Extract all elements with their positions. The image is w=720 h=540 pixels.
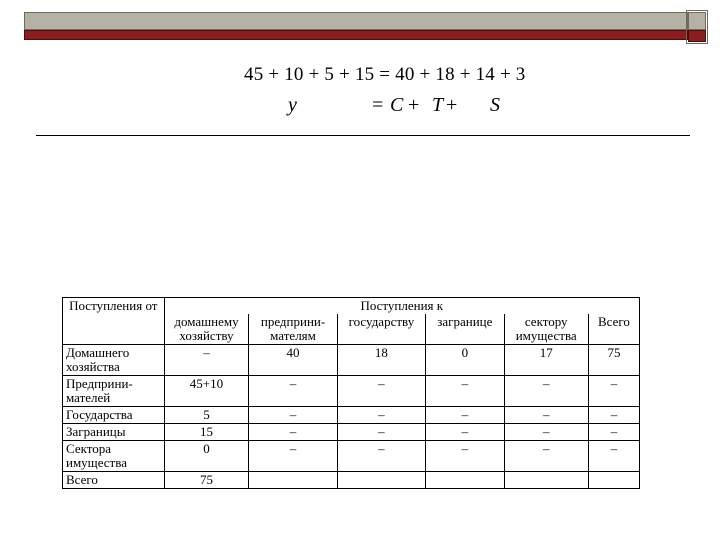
table-cell: – bbox=[426, 441, 504, 472]
corner-square-top bbox=[688, 12, 706, 30]
column-header: государству bbox=[337, 314, 425, 345]
column-header: загранице bbox=[426, 314, 504, 345]
header-bar-bottom bbox=[24, 30, 688, 40]
table-header-row-1 bbox=[63, 298, 640, 315]
table-cell: – bbox=[249, 424, 337, 441]
row-label: Всего bbox=[63, 472, 165, 489]
equation-symbol-c: C bbox=[390, 94, 404, 116]
equation-numeric: 45 + 10 + 5 + 15 = 40 + 18 + 14 + 3 bbox=[244, 64, 526, 85]
table-row bbox=[63, 441, 640, 472]
table-cell: 45+10 bbox=[164, 376, 249, 407]
row-label: Предприни- мателей bbox=[63, 376, 165, 407]
row-label: Домашнего хозяйства bbox=[63, 345, 165, 376]
table-cell: – bbox=[249, 407, 337, 424]
table-cell: – bbox=[588, 407, 639, 424]
column-header: домашнему хозяйству bbox=[164, 314, 249, 345]
corner-square-bottom bbox=[688, 30, 706, 42]
equation-symbol-equals: = bbox=[372, 94, 384, 116]
table-cell: 40 bbox=[249, 345, 337, 376]
table-cell: – bbox=[426, 376, 504, 407]
table-cell: 0 bbox=[426, 345, 504, 376]
table-cell: – bbox=[337, 424, 425, 441]
table-cell bbox=[337, 472, 425, 489]
header-bar-top bbox=[24, 12, 688, 30]
divider-rule bbox=[36, 135, 690, 136]
table-cell bbox=[504, 472, 588, 489]
table-cell: – bbox=[337, 441, 425, 472]
table-cell: 5 bbox=[164, 407, 249, 424]
column-header: предприни- мателям bbox=[249, 314, 337, 345]
table-cell: – bbox=[504, 376, 588, 407]
table-cell: – bbox=[426, 424, 504, 441]
table-cell: – bbox=[249, 376, 337, 407]
group-header: Поступления к bbox=[164, 298, 639, 315]
table-cell: 18 bbox=[337, 345, 425, 376]
corner-label: Поступления от bbox=[63, 298, 165, 345]
row-label: Сектора имущества bbox=[63, 441, 165, 472]
table-row bbox=[63, 472, 640, 489]
equation-symbol-plus-2: + bbox=[446, 94, 458, 116]
table-cell bbox=[588, 472, 639, 489]
table-cell: 75 bbox=[588, 345, 639, 376]
table-cell: – bbox=[426, 407, 504, 424]
table-cell: – bbox=[504, 441, 588, 472]
column-header: Всего bbox=[588, 314, 639, 345]
table-cell: 15 bbox=[164, 424, 249, 441]
equation-symbol-s: S bbox=[490, 94, 500, 116]
row-label: Государства bbox=[63, 407, 165, 424]
table-cell: – bbox=[588, 376, 639, 407]
table-cell: – bbox=[337, 407, 425, 424]
table-row bbox=[63, 424, 640, 441]
table-row bbox=[63, 376, 640, 407]
table-cell: – bbox=[504, 424, 588, 441]
table-cell: – bbox=[249, 441, 337, 472]
table-cell: – bbox=[504, 407, 588, 424]
table-cell: 0 bbox=[164, 441, 249, 472]
table-cell bbox=[249, 472, 337, 489]
table-cell: – bbox=[588, 424, 639, 441]
equation-symbol-t: T bbox=[432, 94, 444, 116]
table-cell: 75 bbox=[164, 472, 249, 489]
table-row bbox=[63, 345, 640, 376]
table-cell bbox=[426, 472, 504, 489]
table-row bbox=[63, 407, 640, 424]
table-cell: – bbox=[337, 376, 425, 407]
equation-symbol-plus-1: + bbox=[408, 94, 420, 116]
table-cell: – bbox=[588, 441, 639, 472]
table-cell: – bbox=[164, 345, 249, 376]
flow-table bbox=[62, 297, 640, 489]
row-label: Заграницы bbox=[63, 424, 165, 441]
column-header: сектору имущества bbox=[504, 314, 588, 345]
table-cell: 17 bbox=[504, 345, 588, 376]
equation-symbol-y: y bbox=[288, 94, 297, 116]
